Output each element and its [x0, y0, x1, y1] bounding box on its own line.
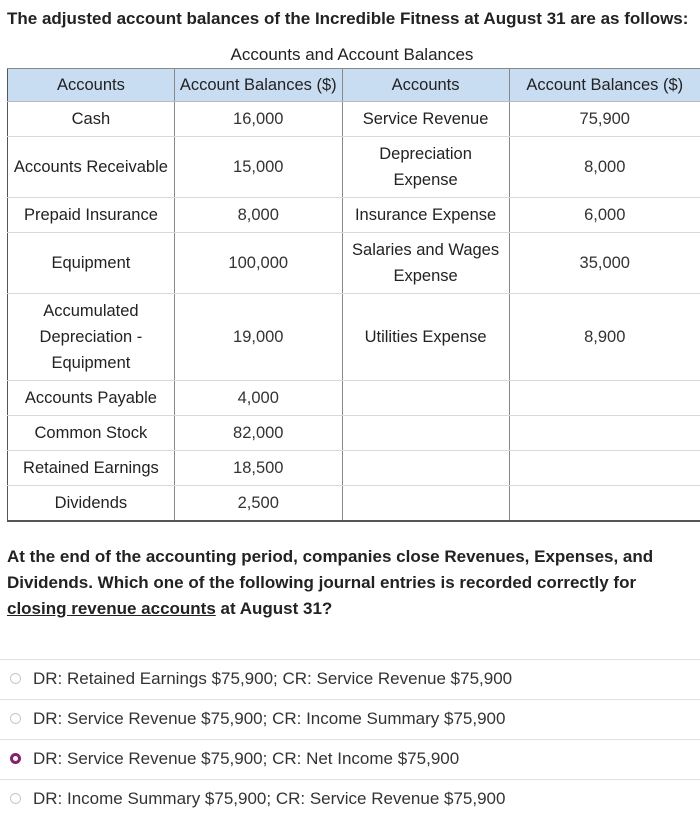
account-balance-cell: [509, 416, 700, 451]
table-row: [8, 233, 700, 294]
account-balance-cell: 4,000: [174, 381, 342, 416]
account-name-cell: Equipment: [8, 233, 175, 294]
header-accounts-1: Accounts: [8, 69, 175, 102]
account-balance-cell: [509, 381, 700, 416]
account-balance-cell: 18,500: [174, 451, 342, 486]
account-balance-cell: 82,000: [174, 416, 342, 451]
table-row: [8, 486, 700, 522]
account-balance-cell: 2,500: [174, 486, 342, 522]
account-balance-cell: 100,000: [174, 233, 342, 294]
answer-option-label: DR: Service Revenue $75,900; CR: Net Income $75,900: [33, 749, 460, 768]
account-name-cell: Depreciation Expense: [342, 137, 509, 198]
account-name-cell: Accounts Receivable: [8, 137, 175, 198]
account-balance-cell: 16,000: [174, 102, 342, 137]
header-balances-2: Account Balances ($): [509, 69, 700, 102]
table-row: [8, 294, 700, 381]
radio-selected-icon[interactable]: [10, 753, 21, 764]
account-name-cell: Retained Earnings: [8, 451, 175, 486]
account-name-cell: [342, 451, 509, 486]
radio-icon[interactable]: [10, 793, 21, 804]
account-name-cell: Prepaid Insurance: [8, 198, 175, 233]
account-balance-cell: 8,900: [509, 294, 700, 381]
account-balance-cell: 15,000: [174, 137, 342, 198]
account-name-cell: Salaries and Wages Expense: [342, 233, 509, 294]
table-row: [8, 416, 700, 451]
question-intro: The adjusted account balances of the Incredible Fitness at August 31 are as follows:: [7, 9, 689, 28]
question-text: [7, 544, 693, 622]
answer-option-label: DR: Service Revenue $75,900; CR: Income Summary $75,900: [33, 709, 506, 728]
radio-icon[interactable]: [10, 673, 21, 684]
question-text-before: At the end of the accounting period, companies close Revenues, Expenses, and Dividends. Which one of the following journal entries is recorded correctly for: [7, 547, 654, 592]
account-name-cell: [342, 416, 509, 451]
answer-option[interactable]: [0, 699, 700, 739]
table-header-row: [8, 69, 700, 102]
account-name-cell: Dividends: [8, 486, 175, 522]
table-row: [8, 381, 700, 416]
table-row: [8, 102, 700, 137]
account-name-cell: [342, 381, 509, 416]
accounts-table: [7, 68, 700, 522]
question-text-after: at August 31?: [215, 599, 333, 618]
answer-option-label: DR: Retained Earnings $75,900; CR: Service Revenue $75,900: [33, 669, 513, 688]
table-row: [8, 451, 700, 486]
account-name-cell: Common Stock: [8, 416, 175, 451]
answer-option-label: DR: Income Summary $75,900; CR: Service Revenue $75,900: [33, 789, 506, 808]
question-underlined: closing revenue accounts: [7, 599, 216, 618]
account-balance-cell: 8,000: [509, 137, 700, 198]
table-title: Accounts and Account Balances: [230, 45, 474, 64]
account-name-cell: [342, 486, 509, 522]
account-balance-cell: [509, 486, 700, 522]
answer-option[interactable]: [0, 659, 700, 699]
answer-option[interactable]: [0, 779, 700, 819]
account-name-cell: Cash: [8, 102, 175, 137]
account-balance-cell: 75,900: [509, 102, 700, 137]
account-balance-cell: 8,000: [174, 198, 342, 233]
answer-options: [0, 659, 700, 819]
table-row: [8, 198, 700, 233]
account-name-cell: Utilities Expense: [342, 294, 509, 381]
answer-option[interactable]: [0, 739, 700, 779]
account-name-cell: Accounts Payable: [8, 381, 175, 416]
account-balance-cell: 35,000: [509, 233, 700, 294]
header-balances-1: Account Balances ($): [174, 69, 342, 102]
radio-icon[interactable]: [10, 713, 21, 724]
account-balance-cell: [509, 451, 700, 486]
account-name-cell: Insurance Expense: [342, 198, 509, 233]
header-accounts-2: Accounts: [342, 69, 509, 102]
account-balance-cell: 19,000: [174, 294, 342, 381]
account-balance-cell: 6,000: [509, 198, 700, 233]
account-name-cell: Accumulated Depreciation - Equipment: [8, 294, 175, 381]
table-row: [8, 137, 700, 198]
account-name-cell: Service Revenue: [342, 102, 509, 137]
